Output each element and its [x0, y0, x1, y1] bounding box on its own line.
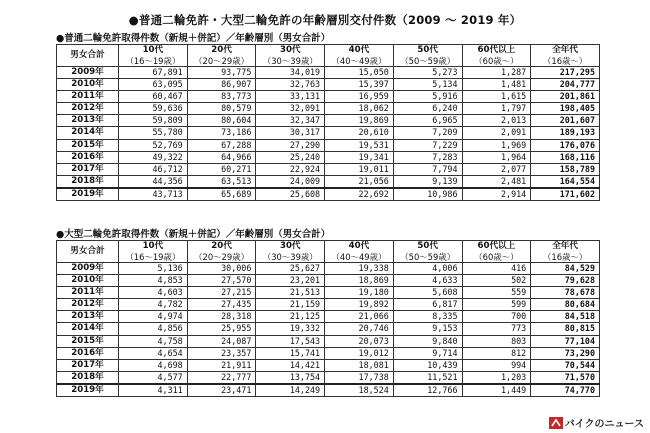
value-cell: 8,335	[393, 311, 462, 323]
value-cell: 19,180	[325, 287, 394, 299]
year-cell: 2009年	[57, 263, 119, 275]
value-cell: 59,636	[119, 103, 188, 115]
value-cell: 30,006	[187, 263, 256, 275]
column-name: 60代以上	[477, 45, 516, 55]
total-cell: 201,861	[531, 91, 600, 103]
value-cell: 25,240	[256, 151, 325, 163]
value-cell: 4,577	[119, 371, 188, 384]
value-cell: 6,240	[393, 103, 462, 115]
value-cell: 4,853	[119, 275, 188, 287]
total-cell: 176,076	[531, 139, 600, 151]
value-cell: 17,738	[325, 371, 394, 384]
value-cell: 10,439	[393, 359, 462, 371]
value-cell: 30,317	[256, 127, 325, 139]
year-cell: 2016年	[57, 347, 119, 359]
value-cell: 86,907	[187, 79, 256, 91]
column-name: 30代	[279, 45, 301, 55]
value-cell: 22,692	[325, 188, 394, 201]
value-cell: 22,777	[187, 371, 256, 384]
value-cell: 7,229	[393, 139, 462, 151]
table-row	[57, 103, 600, 115]
total-cell: 71,570	[531, 371, 600, 384]
value-cell: 18,524	[325, 384, 394, 397]
value-cell: 21,056	[325, 175, 394, 188]
total-cell: 84,529	[531, 263, 600, 275]
table-row	[57, 335, 600, 347]
table-row	[57, 384, 600, 397]
value-cell: 93,775	[187, 67, 256, 79]
value-cell: 83,773	[187, 91, 256, 103]
value-cell: 2,481	[462, 175, 531, 188]
value-cell: 4,311	[119, 384, 188, 397]
value-cell: 13,754	[256, 371, 325, 384]
value-cell: 5,136	[119, 263, 188, 275]
value-cell: 19,531	[325, 139, 394, 151]
column-name: 全年代	[552, 45, 578, 55]
year-cell: 2017年	[57, 163, 119, 175]
value-cell: 32,091	[256, 103, 325, 115]
column-range: （16歳〜）	[543, 251, 588, 262]
total-cell: 217,295	[531, 67, 600, 79]
header-row	[57, 241, 600, 263]
value-cell: 27,215	[187, 287, 256, 299]
year-cell: 2009年	[57, 67, 119, 79]
value-cell: 67,288	[187, 139, 256, 151]
column-name: 30代	[279, 241, 301, 251]
column-name: 10代	[142, 45, 164, 55]
column-header	[256, 45, 325, 67]
column-name: 60代以上	[477, 241, 516, 251]
year-cell: 2018年	[57, 371, 119, 384]
column-range: （40〜49歳）	[331, 55, 387, 66]
total-cell: 171,602	[531, 188, 600, 201]
total-cell: 201,607	[531, 115, 600, 127]
value-cell: 18,081	[325, 359, 394, 371]
year-cell: 2010年	[57, 275, 119, 287]
value-cell: 16,959	[325, 91, 394, 103]
value-cell: 65,689	[187, 188, 256, 201]
value-cell: 5,273	[393, 67, 462, 79]
table-row	[57, 67, 600, 79]
value-cell: 15,050	[325, 67, 394, 79]
value-cell: 63,513	[187, 175, 256, 188]
total-cell: 79,628	[531, 275, 600, 287]
value-cell: 7,794	[393, 163, 462, 175]
value-cell: 20,610	[325, 127, 394, 139]
total-cell: 164,554	[531, 175, 600, 188]
value-cell: 44,356	[119, 175, 188, 188]
value-cell: 64,966	[187, 151, 256, 163]
section-label-large: ●大型二輪免許取得件数（新規＋併記）／年齢層別（男女合計）	[56, 229, 331, 240]
value-cell: 59,809	[119, 115, 188, 127]
year-cell: 2019年	[57, 384, 119, 397]
value-cell: 34,019	[256, 67, 325, 79]
value-cell: 60,271	[187, 163, 256, 175]
total-cell: 80,684	[531, 299, 600, 311]
value-cell: 4,654	[119, 347, 188, 359]
year-cell: 2012年	[57, 299, 119, 311]
year-cell: 2014年	[57, 127, 119, 139]
year-cell: 2011年	[57, 287, 119, 299]
value-cell: 803	[462, 335, 531, 347]
year-cell: 2019年	[57, 188, 119, 201]
value-cell: 21,125	[256, 311, 325, 323]
column-header	[462, 241, 531, 263]
column-range: （50〜59歳）	[400, 251, 456, 262]
value-cell: 14,249	[256, 384, 325, 397]
table-row	[57, 359, 600, 371]
column-name: 10代	[142, 241, 164, 251]
value-cell: 19,011	[325, 163, 394, 175]
year-cell: 2016年	[57, 151, 119, 163]
value-cell: 21,066	[325, 311, 394, 323]
value-cell: 18,062	[325, 103, 394, 115]
column-header	[119, 241, 188, 263]
value-cell: 23,357	[187, 347, 256, 359]
column-header	[531, 45, 600, 67]
value-cell: 1,964	[462, 151, 531, 163]
column-range: （20〜29歳）	[194, 251, 249, 262]
value-cell: 2,013	[462, 115, 531, 127]
column-header	[462, 45, 531, 67]
value-cell: 4,006	[393, 263, 462, 275]
column-range: （50〜59歳）	[400, 55, 456, 66]
column-header	[187, 241, 256, 263]
table-row	[57, 127, 600, 139]
total-cell: 78,678	[531, 287, 600, 299]
value-cell: 52,769	[119, 139, 188, 151]
value-cell: 18,869	[325, 275, 394, 287]
value-cell: 60,467	[119, 91, 188, 103]
table-row	[57, 299, 600, 311]
section-label-standard: ●普通二輪免許取得件数（新規＋併記）／年齢層別（男女合計）	[56, 33, 331, 44]
value-cell: 19,869	[325, 115, 394, 127]
large-license-table	[56, 240, 600, 397]
value-cell: 5,916	[393, 91, 462, 103]
year-cell: 2011年	[57, 91, 119, 103]
table-row	[57, 79, 600, 91]
total-cell: 84,518	[531, 311, 600, 323]
total-cell: 77,104	[531, 335, 600, 347]
table-row	[57, 275, 600, 287]
value-cell: 1,287	[462, 67, 531, 79]
column-header	[393, 241, 462, 263]
value-cell: 49,322	[119, 151, 188, 163]
motorcycle-logo-icon	[549, 417, 563, 429]
column-name: 全年代	[552, 241, 578, 251]
year-cell: 2017年	[57, 359, 119, 371]
value-cell: 10,986	[393, 188, 462, 201]
column-header	[325, 45, 394, 67]
column-header	[325, 241, 394, 263]
value-cell: 12,766	[393, 384, 462, 397]
value-cell: 1,449	[462, 384, 531, 397]
column-name: 20代	[211, 45, 232, 55]
value-cell: 27,290	[256, 139, 325, 151]
value-cell: 19,012	[325, 347, 394, 359]
site-logo	[549, 415, 644, 430]
total-cell: 204,777	[531, 79, 600, 91]
value-cell: 599	[462, 299, 531, 311]
page-title: ●普通二輪免許・大型二輪免許の年齢層別交付件数（2009 〜 2019 年）	[128, 13, 522, 27]
column-range: （60歳〜）	[474, 251, 519, 262]
value-cell: 23,201	[256, 275, 325, 287]
table-row	[57, 188, 600, 201]
value-cell: 21,159	[256, 299, 325, 311]
table-row	[57, 311, 600, 323]
table-row	[57, 347, 600, 359]
table-row	[57, 139, 600, 151]
column-range: （60歳〜）	[474, 55, 519, 66]
value-cell: 7,283	[393, 151, 462, 163]
total-cell: 74,770	[531, 384, 600, 397]
value-cell: 21,513	[256, 287, 325, 299]
year-cell: 2018年	[57, 175, 119, 188]
value-cell: 46,712	[119, 163, 188, 175]
value-cell: 502	[462, 275, 531, 287]
column-range: （16〜19歳）	[125, 251, 181, 262]
value-cell: 700	[462, 311, 531, 323]
value-cell: 32,763	[256, 79, 325, 91]
column-range: （20〜29歳）	[194, 55, 249, 66]
table-row	[57, 91, 600, 103]
value-cell: 24,087	[187, 335, 256, 347]
value-cell: 22,924	[256, 163, 325, 175]
value-cell: 55,780	[119, 127, 188, 139]
column-range: （40〜49歳）	[331, 251, 387, 262]
year-cell: 2013年	[57, 115, 119, 127]
standard-license-table	[56, 44, 600, 201]
total-cell: 189,193	[531, 127, 600, 139]
table-row	[57, 287, 600, 299]
value-cell: 80,604	[187, 115, 256, 127]
value-cell: 1,481	[462, 79, 531, 91]
value-cell: 15,741	[256, 347, 325, 359]
value-cell: 812	[462, 347, 531, 359]
value-cell: 25,608	[256, 188, 325, 201]
value-cell: 994	[462, 359, 531, 371]
value-cell: 19,341	[325, 151, 394, 163]
year-cell: 2015年	[57, 335, 119, 347]
column-name: 40代	[348, 45, 370, 55]
column-name: 20代	[211, 241, 232, 251]
value-cell: 9,714	[393, 347, 462, 359]
value-cell: 27,570	[187, 275, 256, 287]
value-cell: 19,892	[325, 299, 394, 311]
column-header	[531, 241, 600, 263]
value-cell: 21,911	[187, 359, 256, 371]
year-cell: 2015年	[57, 139, 119, 151]
table-row	[57, 323, 600, 335]
value-cell: 25,627	[256, 263, 325, 275]
total-cell: 198,405	[531, 103, 600, 115]
value-cell: 73,186	[187, 127, 256, 139]
value-cell: 4,856	[119, 323, 188, 335]
total-cell: 80,815	[531, 323, 600, 335]
total-cell: 158,789	[531, 163, 600, 175]
value-cell: 23,471	[187, 384, 256, 397]
value-cell: 19,338	[325, 263, 394, 275]
column-range: （16歳〜）	[543, 55, 588, 66]
column-header	[119, 45, 188, 67]
year-cell: 2012年	[57, 103, 119, 115]
value-cell: 20,073	[325, 335, 394, 347]
total-cell: 168,116	[531, 151, 600, 163]
value-cell: 11,521	[393, 371, 462, 384]
value-cell: 2,914	[462, 188, 531, 201]
value-cell: 6,817	[393, 299, 462, 311]
value-cell: 9,840	[393, 335, 462, 347]
value-cell: 15,397	[325, 79, 394, 91]
value-cell: 1,615	[462, 91, 531, 103]
value-cell: 559	[462, 287, 531, 299]
table-row	[57, 151, 600, 163]
table-row	[57, 371, 600, 384]
value-cell: 19,332	[256, 323, 325, 335]
value-cell: 25,955	[187, 323, 256, 335]
value-cell: 32,347	[256, 115, 325, 127]
value-cell: 4,782	[119, 299, 188, 311]
value-cell: 80,579	[187, 103, 256, 115]
value-cell: 43,713	[119, 188, 188, 201]
table-row	[57, 163, 600, 175]
column-range: （30〜39歳）	[262, 55, 318, 66]
column-name: 50代	[417, 45, 438, 55]
value-cell: 24,009	[256, 175, 325, 188]
column-range: （30〜39歳）	[262, 251, 318, 262]
column-name: 50代	[417, 241, 438, 251]
value-cell: 2,091	[462, 127, 531, 139]
value-cell: 14,421	[256, 359, 325, 371]
value-cell: 63,095	[119, 79, 188, 91]
column-name: 40代	[348, 241, 370, 251]
value-cell: 1,969	[462, 139, 531, 151]
value-cell: 773	[462, 323, 531, 335]
column-header	[393, 45, 462, 67]
column-range: （16〜19歳）	[125, 55, 181, 66]
year-cell: 2010年	[57, 79, 119, 91]
column-header	[256, 241, 325, 263]
corner-label: 男女合計	[57, 45, 119, 67]
value-cell: 28,318	[187, 311, 256, 323]
logo-text: バイクのニュース	[564, 419, 644, 430]
table-row	[57, 115, 600, 127]
corner-label: 男女合計	[57, 241, 119, 263]
table-row	[57, 175, 600, 188]
value-cell: 1,797	[462, 103, 531, 115]
total-cell: 70,544	[531, 359, 600, 371]
year-cell: 2013年	[57, 311, 119, 323]
column-header	[187, 45, 256, 67]
value-cell: 4,633	[393, 275, 462, 287]
year-cell: 2014年	[57, 323, 119, 335]
value-cell: 416	[462, 263, 531, 275]
value-cell: 17,543	[256, 335, 325, 347]
value-cell: 67,891	[119, 67, 188, 79]
value-cell: 33,131	[256, 91, 325, 103]
value-cell: 7,209	[393, 127, 462, 139]
header-row	[57, 45, 600, 67]
value-cell: 6,965	[393, 115, 462, 127]
value-cell: 5,608	[393, 287, 462, 299]
value-cell: 2,077	[462, 163, 531, 175]
value-cell: 4,974	[119, 311, 188, 323]
value-cell: 27,435	[187, 299, 256, 311]
value-cell: 1,203	[462, 371, 531, 384]
value-cell: 4,758	[119, 335, 188, 347]
value-cell: 4,603	[119, 287, 188, 299]
table-row	[57, 263, 600, 275]
value-cell: 9,153	[393, 323, 462, 335]
value-cell: 5,134	[393, 79, 462, 91]
value-cell: 9,139	[393, 175, 462, 188]
total-cell: 73,290	[531, 347, 600, 359]
value-cell: 20,746	[325, 323, 394, 335]
value-cell: 4,698	[119, 359, 188, 371]
